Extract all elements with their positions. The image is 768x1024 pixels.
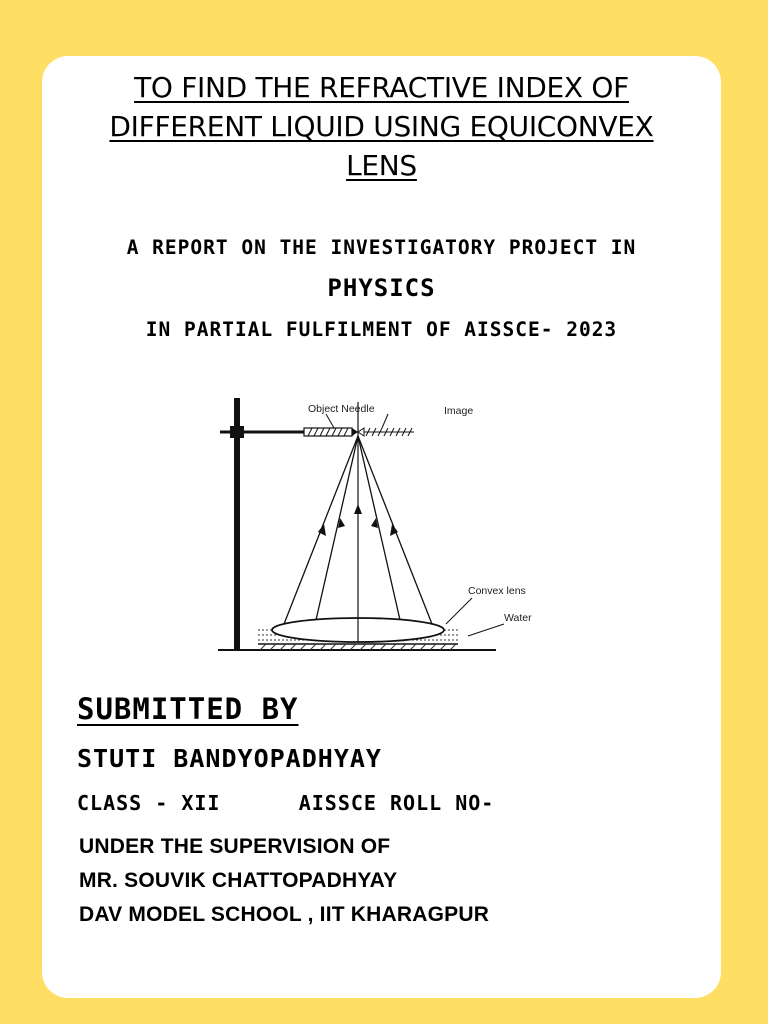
report-line: A REPORT ON THE INVESTIGATORY PROJECT IN (126, 236, 637, 259)
class-label: CLASS - XII (77, 791, 221, 815)
image-needle (358, 428, 414, 436)
cover-card (42, 56, 721, 998)
roll-label: AISSCE ROLL NO- (298, 791, 495, 815)
subject-line: PHYSICS (327, 274, 436, 302)
student-name: STUTI BANDYOPADHYAY (77, 744, 382, 773)
label-leaders (326, 414, 504, 636)
partial-fulfilment-line: IN PARTIAL FULFILMENT OF AISSCE- 2023 (145, 318, 618, 341)
title-line-2: DIFFERENT LIQUID USING EQUICONVEX (109, 110, 654, 143)
lens-setup-illustration (218, 392, 532, 664)
experiment-diagram (218, 392, 532, 664)
object-needle (304, 428, 358, 436)
image-label: Image (444, 405, 474, 417)
submitted-by-heading: SUBMITTED BY (77, 692, 299, 726)
title-line-3: LENS (346, 149, 417, 182)
title-line-1: TO FIND THE REFRACTIVE INDEX OF (134, 71, 629, 104)
class-roll-line (77, 791, 494, 815)
object-needle-label: Object Needle (308, 403, 375, 415)
school-name: DAV MODEL SCHOOL , IIT KHARAGPUR (79, 903, 490, 926)
project-title (42, 68, 721, 185)
convex-lens-label: Convex lens (468, 585, 526, 597)
supervisor-name: MR. SOUVIK CHATTOPADHYAY (79, 869, 398, 892)
supervision-line: UNDER THE SUPERVISION OF (79, 835, 391, 858)
water-label: Water (504, 612, 532, 624)
